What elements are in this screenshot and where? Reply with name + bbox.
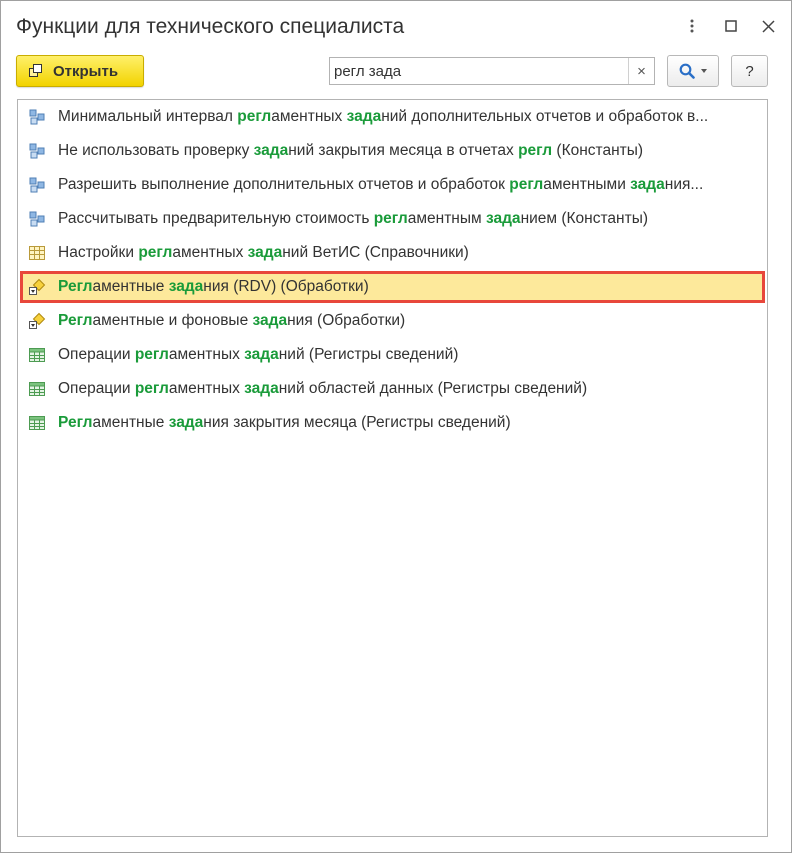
item-text-part: Настройки	[58, 244, 139, 261]
register-icon	[28, 346, 46, 364]
search-match-text: зада	[346, 108, 382, 125]
list-item[interactable]	[20, 169, 765, 201]
item-text-part: Не использовать проверку	[58, 142, 254, 159]
search-match-text: зада	[244, 346, 279, 363]
search-match-text: регл	[237, 108, 272, 125]
list-item-label	[58, 380, 587, 398]
item-text-part: аментным	[407, 210, 486, 227]
item-text-part: ния...	[664, 176, 704, 193]
search-match-text: регл	[134, 346, 169, 363]
list-item-label	[58, 210, 648, 228]
toolbar	[1, 53, 791, 91]
item-text-part: аментных	[168, 346, 245, 363]
list-item-label	[58, 108, 708, 126]
item-text-part: ний ВетИС (Справочники)	[282, 244, 469, 261]
title-bar	[1, 1, 791, 51]
constant-icon	[28, 108, 46, 126]
item-text-part: Разрешить выполнение дополнительных отчетов и обработок	[58, 176, 510, 193]
search-match-text: зада	[168, 278, 204, 295]
constant-icon	[28, 142, 46, 160]
item-text-part: ний дополнительных отчетов и обработок в...	[381, 108, 709, 125]
search-box	[329, 57, 655, 85]
search-match-text: зада	[485, 210, 521, 227]
item-text-part: ний областей данных (Регистры сведений)	[278, 380, 588, 397]
list-item[interactable]	[20, 135, 765, 167]
search-match-text: регл	[138, 244, 173, 261]
search-input[interactable]	[330, 58, 628, 84]
list-item-label	[58, 414, 511, 432]
item-text-part: Минимальный интервал	[58, 108, 238, 125]
register-icon	[28, 380, 46, 398]
list-item[interactable]	[20, 203, 765, 235]
item-text-part: аментными	[543, 176, 631, 193]
search-match-text: регл	[373, 210, 408, 227]
list-item[interactable]	[20, 305, 765, 337]
search-match-text: зада	[252, 312, 288, 329]
constant-icon	[28, 176, 46, 194]
register-icon	[28, 414, 46, 432]
item-text-part: аментные	[92, 414, 169, 431]
help-button[interactable]	[731, 55, 768, 87]
help-label: ?	[745, 62, 754, 80]
search-match-text: зада	[247, 244, 283, 261]
data-processor-icon	[28, 278, 46, 296]
item-text-part: ния (RDV) (Обработки)	[203, 278, 369, 295]
item-text-part: (Константы)	[552, 142, 644, 159]
more-vertical-icon[interactable]	[681, 15, 703, 37]
item-text-part: ний закрытия месяца в отчетах	[288, 142, 519, 159]
search-match-text: регл	[509, 176, 544, 193]
chevron-down-icon	[701, 69, 707, 73]
item-text-part: ний (Регистры сведений)	[278, 346, 459, 363]
list-item[interactable]	[20, 271, 765, 303]
list-item[interactable]	[20, 373, 765, 405]
list-item[interactable]	[20, 339, 765, 371]
data-processor-icon	[28, 312, 46, 330]
search-match-text: Регл	[58, 414, 93, 431]
search-icon	[679, 63, 695, 79]
item-text-part: нием (Константы)	[520, 210, 648, 227]
constant-icon	[28, 210, 46, 228]
list-item[interactable]	[20, 407, 765, 439]
item-text-part: аментных	[168, 380, 245, 397]
clear-search-button[interactable]	[628, 58, 654, 84]
list-item[interactable]	[20, 237, 765, 269]
results-list[interactable]	[17, 99, 768, 837]
item-text-part: аментных	[271, 108, 347, 125]
window-title: Функции для технического специалиста	[16, 15, 405, 38]
search-match-text: зада	[168, 414, 204, 431]
item-text-part: аментных	[172, 244, 248, 261]
open-button-label: Открыть	[53, 62, 119, 80]
item-text-part: Операции	[58, 380, 135, 397]
item-text-part: ния закрытия месяца (Регистры сведений)	[203, 414, 511, 431]
search-button[interactable]	[667, 55, 719, 87]
list-item-label	[58, 244, 469, 262]
search-match-text: Регл	[58, 278, 93, 295]
close-icon[interactable]	[757, 15, 779, 37]
search-match-text: зада	[244, 380, 279, 397]
open-button[interactable]	[16, 55, 144, 87]
clear-icon: ×	[637, 62, 646, 80]
item-text-part: аментные и фоновые	[92, 312, 253, 329]
item-text-part: ния (Обработки)	[287, 312, 406, 329]
list-item-label	[58, 176, 703, 194]
search-match-text: зада	[630, 176, 665, 193]
item-text-part: Рассчитывать предварительную стоимость	[58, 210, 374, 227]
search-match-text: регл	[134, 380, 169, 397]
item-text-part: аментные	[92, 278, 169, 295]
item-text-part: Операции	[58, 346, 135, 363]
open-icon	[29, 64, 43, 78]
list-item-label	[58, 312, 405, 330]
list-item[interactable]	[20, 101, 765, 133]
search-match-text: Регл	[58, 312, 93, 329]
list-item-label	[58, 278, 369, 296]
list-item-label	[58, 346, 458, 364]
search-match-text: зада	[253, 142, 289, 159]
list-item-label	[58, 142, 643, 160]
maximize-icon[interactable]	[720, 15, 742, 37]
search-match-text: регл	[518, 142, 553, 159]
catalog-icon	[28, 244, 46, 262]
